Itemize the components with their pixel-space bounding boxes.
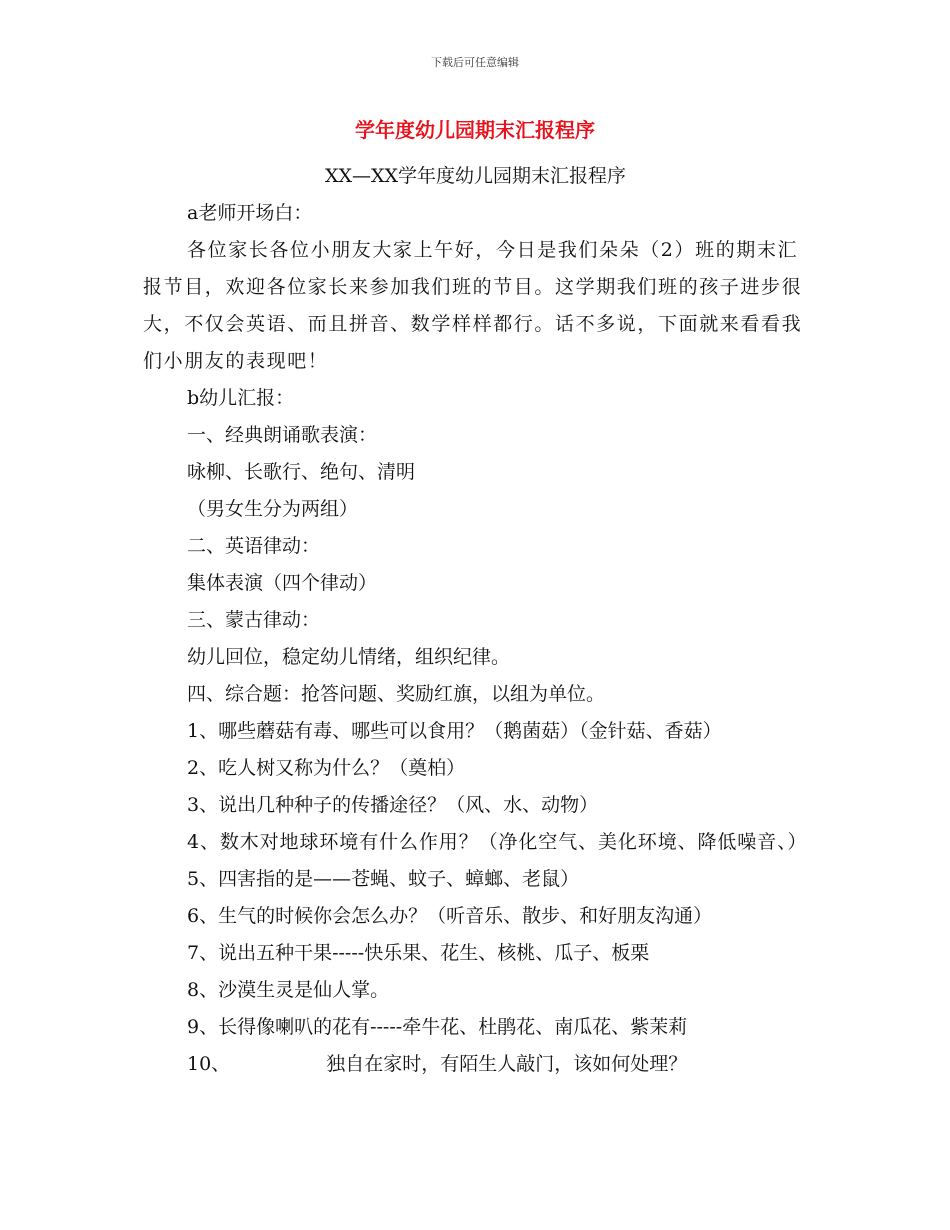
document-title: 学年度幼儿园期末汇报程序	[355, 118, 595, 142]
document-subtitle: XX—XX学年度幼儿园期末汇报程序	[324, 165, 627, 187]
section-3-items: 幼儿回位，稳定幼儿情绪，组织纪律。	[187, 646, 511, 668]
question-3: 3、说出几种种子的传播途径？（风、水、动物）	[187, 794, 599, 816]
question-10-number: 10、	[187, 1053, 231, 1075]
question-10	[143, 1046, 808, 1083]
question-9: 9、长得像喇叭的花有-----牵牛花、杜鹃花、南瓜花、紫茉莉	[187, 1016, 688, 1038]
section-1-items: 咏柳、长歌行、绝句、清明	[187, 461, 416, 483]
teacher-heading: a老师开场白：	[187, 202, 313, 224]
question-4: 4、数木对地球环境有什么作用？（净化空气、美化环境、降低噪音、）	[187, 831, 808, 853]
question-8: 8、沙漠生灵是仙人掌。	[187, 979, 390, 1001]
section-1-note: （男女生分为两组）	[187, 498, 359, 520]
question-7: 7、说出五种干果-----快乐果、花生、核桃、瓜子、板栗	[187, 942, 650, 964]
section-1-title: 一、经典朗诵歌表演：	[187, 424, 378, 446]
question-10-text: 独自在家时，有陌生人敲门，该如何处理？	[326, 1053, 688, 1075]
section-4-title: 四、综合题：抢答问题、奖励红旗，以组为单位。	[187, 683, 606, 705]
section-2-title: 二、英语律动：	[187, 535, 321, 557]
section-2-items: 集体表演（四个律动）	[187, 572, 378, 594]
section-3-title: 三、蒙古律动：	[187, 609, 321, 631]
question-5: 5、四害指的是——苍蝇、蚊子、蟑螂、老鼠）	[187, 868, 580, 890]
question-1: 1、哪些蘑菇有毒、哪些可以食用？（鹅菌菇）（金针菇、香菇）	[187, 720, 722, 742]
document-body	[143, 158, 808, 1083]
opening-paragraph: 各位家长各位小朋友大家上午好，今日是我们朵朵（2）班的期末汇报节目，欢迎各位家长来参加我们班的节目。这学期我们班的孩子进步很大，不仅会英语、而且拼音、数学样样都行。话不多说，下面就来看看我们小朋友的表现吧！	[143, 239, 803, 372]
page-header-note: 下载后可任意编辑	[431, 56, 519, 69]
question-6: 6、生气的时候你会怎么办？（听音乐、散步、和好朋友沟通）	[187, 905, 713, 927]
children-heading: b幼儿汇报：	[187, 387, 295, 409]
question-2: 2、吃人树又称为什么？（奠柏）	[187, 757, 466, 779]
